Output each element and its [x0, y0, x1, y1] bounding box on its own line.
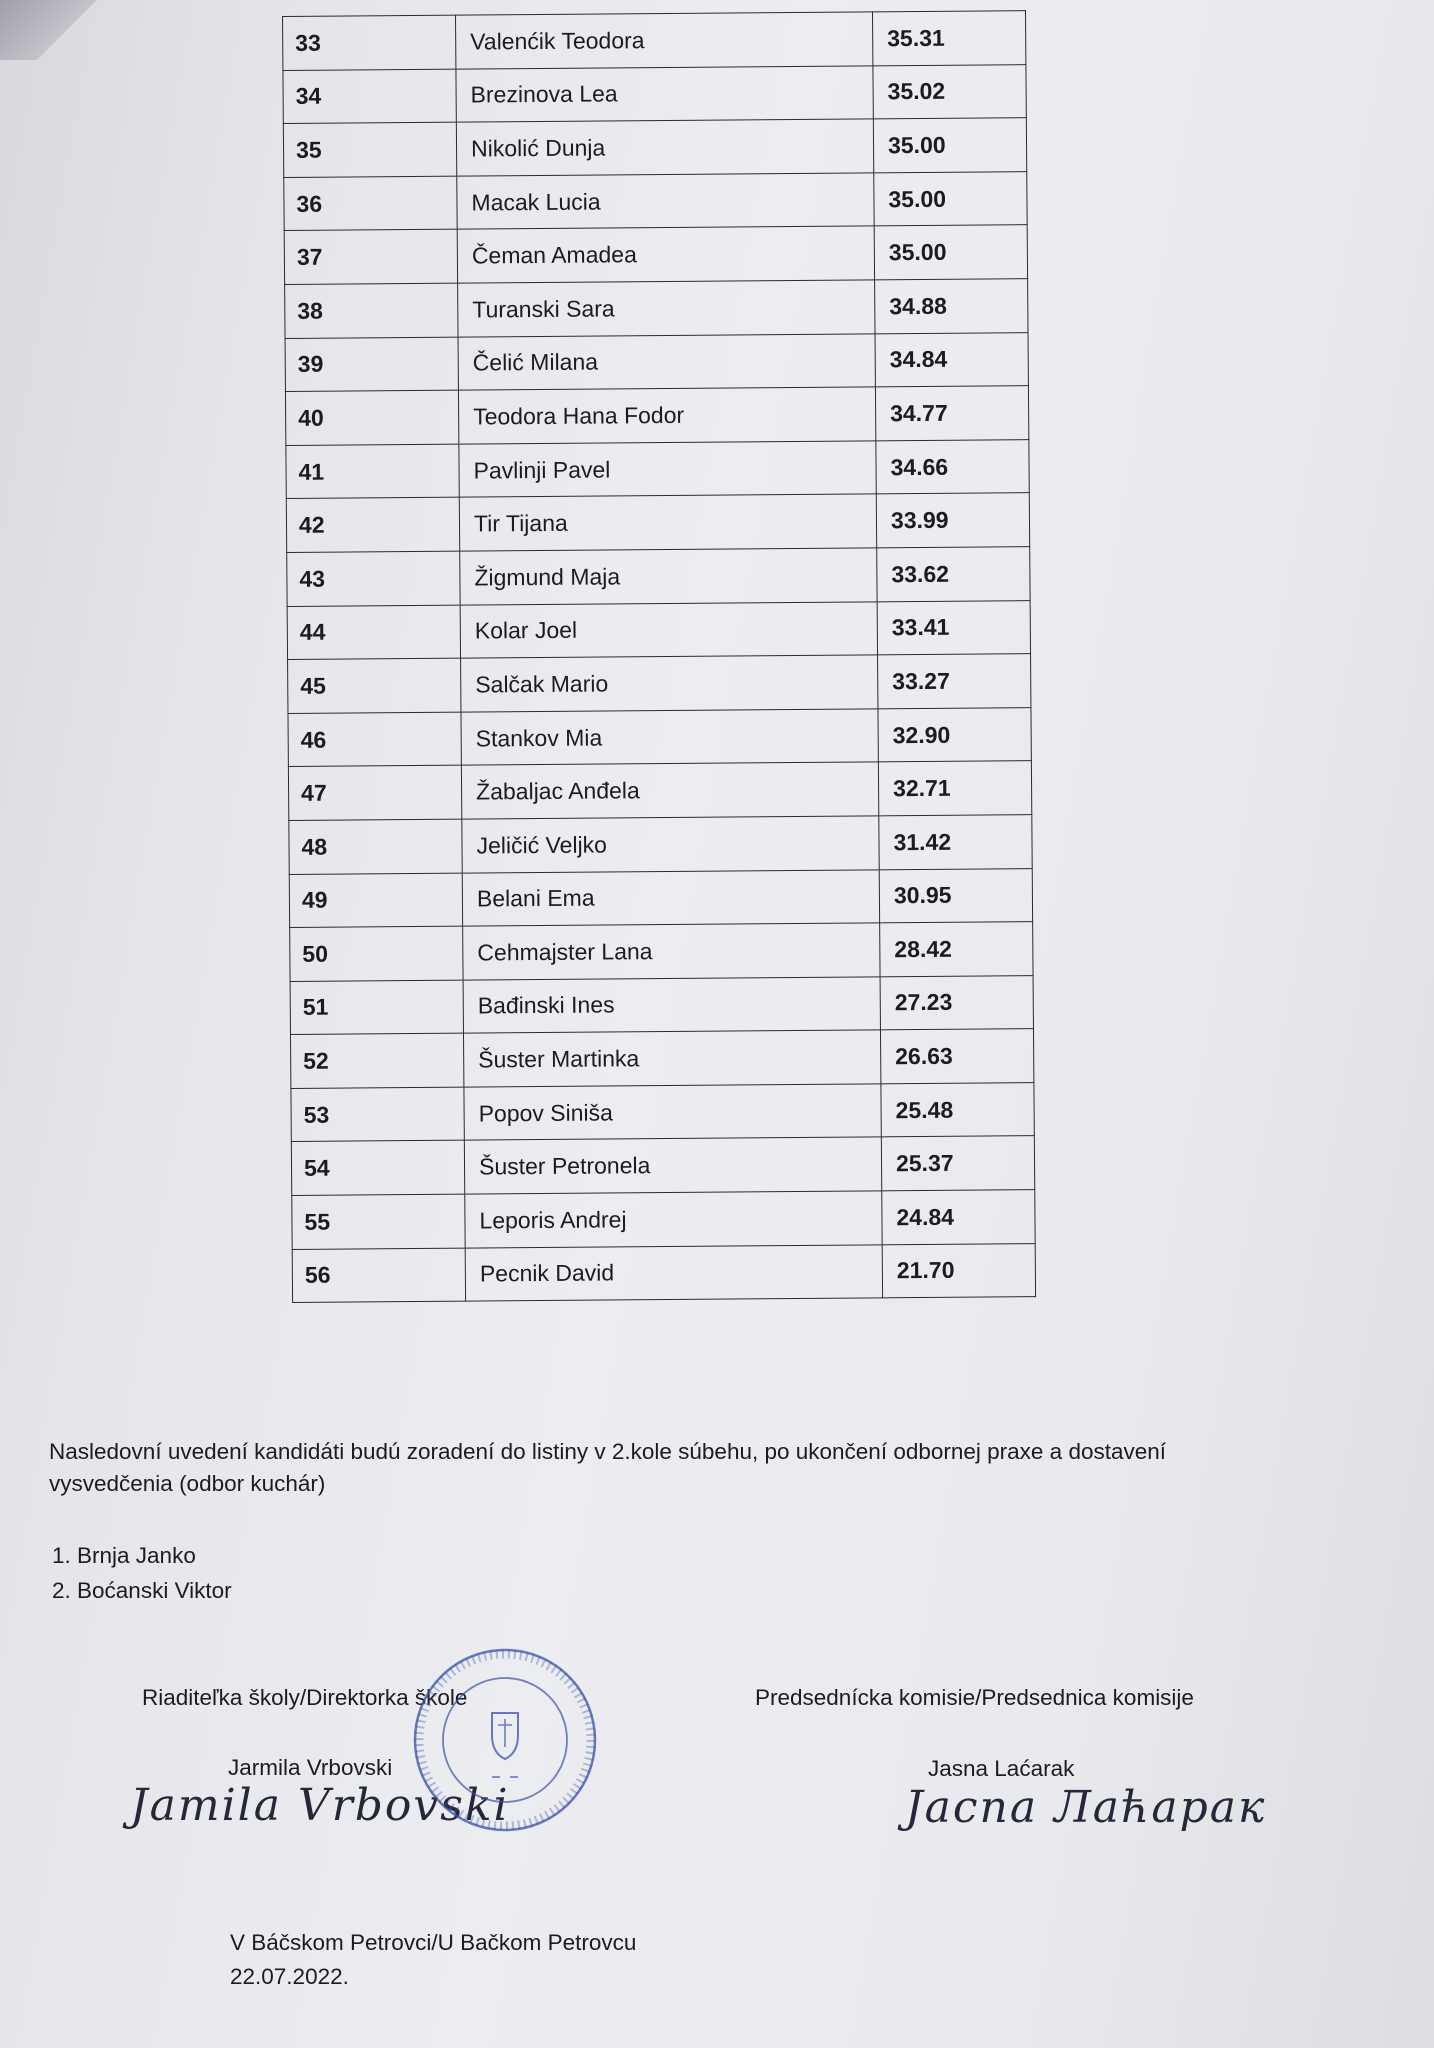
name-cell: Belani Ema — [462, 869, 879, 926]
table-row — [283, 64, 1026, 123]
rank-cell: 50 — [290, 926, 463, 981]
rank-cell: 47 — [288, 765, 461, 820]
score-cell: 25.48 — [881, 1083, 1034, 1138]
table-row — [292, 1190, 1035, 1249]
name-cell: Leporis Andrej — [465, 1191, 882, 1248]
chair-signature: Jacna Лаћарак — [905, 1782, 1267, 1833]
rank-cell: 49 — [289, 873, 462, 928]
score-cell: 26.63 — [880, 1029, 1033, 1084]
ranking-table-body — [283, 11, 1036, 1303]
score-cell: 32.90 — [878, 707, 1031, 762]
director-role: Riaditeľka školy/Direktorka škole — [142, 1685, 468, 1710]
school-stamp — [410, 1645, 600, 1835]
rank-cell: 52 — [291, 1033, 464, 1088]
score-cell: 35.00 — [874, 225, 1027, 280]
name-cell: Macak Lucia — [457, 173, 874, 230]
ranking-table — [282, 10, 1036, 1303]
note-line-2: vysvedčenia (odbor kuchár) — [49, 1471, 326, 1496]
table-row — [283, 11, 1026, 70]
rank-cell: 33 — [283, 15, 456, 70]
name-cell: Čelić Milana — [458, 333, 875, 390]
score-cell: 21.70 — [882, 1243, 1035, 1298]
name-cell: Valenćik Teodora — [455, 12, 872, 69]
table-row — [290, 922, 1033, 981]
score-cell: 34.88 — [875, 279, 1028, 334]
name-cell: Tir Tijana — [459, 494, 876, 551]
score-cell: 33.27 — [878, 654, 1031, 709]
table-row — [285, 386, 1028, 445]
table-row — [292, 1243, 1035, 1302]
score-cell: 32.71 — [878, 761, 1031, 816]
table-row — [288, 654, 1031, 713]
score-cell: 33.62 — [877, 547, 1030, 602]
table-row — [289, 815, 1032, 874]
rank-cell: 51 — [290, 980, 463, 1035]
table-row — [284, 225, 1027, 284]
table-row — [289, 868, 1032, 927]
rank-cell: 48 — [289, 819, 462, 874]
candidate-item: 2. Boćanski Viktor — [52, 1578, 232, 1603]
table-row — [285, 332, 1028, 391]
director-signature: Jamila Vrbovski — [130, 1780, 510, 1831]
note-line-1: Nasledovní uvedení kandidáti budú zoradení do listiny v 2.kole súbehu, po ukončení odbornej praxe a dostavení — [49, 1439, 1167, 1464]
name-cell: Salčak Mario — [461, 655, 878, 712]
score-cell: 33.99 — [876, 493, 1029, 548]
name-cell: Šuster Martinka — [463, 1030, 880, 1087]
candidate-item: 1. Brnja Janko — [52, 1543, 196, 1568]
rank-cell: 38 — [285, 283, 458, 338]
name-cell: Žigmund Maja — [460, 548, 877, 605]
name-cell: Kolar Joel — [460, 601, 877, 658]
note-paragraph — [49, 1436, 1369, 1500]
table-row — [287, 547, 1030, 606]
name-cell: Turanski Sara — [458, 280, 875, 337]
date-text: 22.07.2022. — [230, 1964, 349, 1989]
score-cell: 24.84 — [882, 1190, 1035, 1245]
table-row — [286, 439, 1029, 498]
score-cell: 33.41 — [877, 600, 1030, 655]
table-row — [283, 118, 1026, 177]
score-cell: 35.00 — [873, 118, 1026, 173]
name-cell: Bađinski Ines — [463, 977, 880, 1034]
rank-cell: 45 — [288, 658, 461, 713]
chair-role: Predsednícka komisie/Predsednica komisije — [755, 1685, 1194, 1710]
rank-cell: 40 — [285, 390, 458, 445]
name-cell: Čeman Amadea — [457, 226, 874, 283]
table-row — [284, 171, 1027, 230]
table-row — [287, 600, 1030, 659]
name-cell: Stankov Mia — [461, 709, 878, 766]
name-cell: Žabaljac Anđela — [461, 762, 878, 819]
name-cell: Popov Siniša — [464, 1084, 881, 1141]
rank-cell: 54 — [291, 1141, 464, 1196]
rank-cell: 43 — [287, 551, 460, 606]
rank-cell: 39 — [285, 337, 458, 392]
name-cell: Cehmajster Lana — [463, 923, 880, 980]
name-cell: Nikolić Dunja — [456, 119, 873, 176]
name-cell: Brezinova Lea — [456, 65, 873, 122]
score-cell: 35.31 — [872, 11, 1025, 66]
score-cell: 34.77 — [875, 386, 1028, 441]
rank-cell: 35 — [283, 122, 456, 177]
place-text: V Báčskom Petrovci/U Bačkom Petrovcu — [230, 1930, 637, 1955]
rank-cell: 46 — [288, 712, 461, 767]
chair-name: Jasna Laćarak — [928, 1756, 1075, 1781]
rank-cell: 56 — [292, 1248, 465, 1303]
table-row — [291, 1136, 1034, 1195]
table-row — [288, 707, 1031, 766]
table-row — [290, 975, 1033, 1034]
page-fold-corner — [0, 0, 100, 60]
candidate-list — [52, 1538, 232, 1608]
place-date — [230, 1926, 636, 1994]
score-cell: 25.37 — [881, 1136, 1034, 1191]
name-cell: Šuster Petronela — [464, 1137, 881, 1194]
score-cell: 34.66 — [876, 439, 1029, 494]
rank-cell: 44 — [287, 605, 460, 660]
table-row — [285, 279, 1028, 338]
rank-cell: 41 — [286, 444, 459, 499]
score-cell: 31.42 — [879, 815, 1032, 870]
score-cell: 30.95 — [879, 868, 1032, 923]
score-cell: 27.23 — [880, 975, 1033, 1030]
table-row — [291, 1029, 1034, 1088]
rank-cell: 53 — [291, 1087, 464, 1142]
table-row — [288, 761, 1031, 820]
rank-cell: 36 — [284, 176, 457, 231]
table-row — [286, 493, 1029, 552]
name-cell: Pecnik David — [465, 1244, 882, 1301]
rank-cell: 34 — [283, 69, 456, 124]
director-name: Jarmila Vrbovski — [228, 1755, 393, 1780]
score-cell: 35.00 — [874, 171, 1027, 226]
name-cell: Pavlinji Pavel — [459, 441, 876, 498]
score-cell: 34.84 — [875, 332, 1028, 387]
name-cell: Teodora Hana Fodor — [458, 387, 875, 444]
rank-cell: 37 — [284, 230, 457, 285]
rank-cell: 42 — [286, 497, 459, 552]
score-cell: 28.42 — [880, 922, 1033, 977]
name-cell: Jeličić Veljko — [462, 816, 879, 873]
table-row — [291, 1083, 1034, 1142]
rank-cell: 55 — [292, 1194, 465, 1249]
score-cell: 35.02 — [873, 64, 1026, 119]
